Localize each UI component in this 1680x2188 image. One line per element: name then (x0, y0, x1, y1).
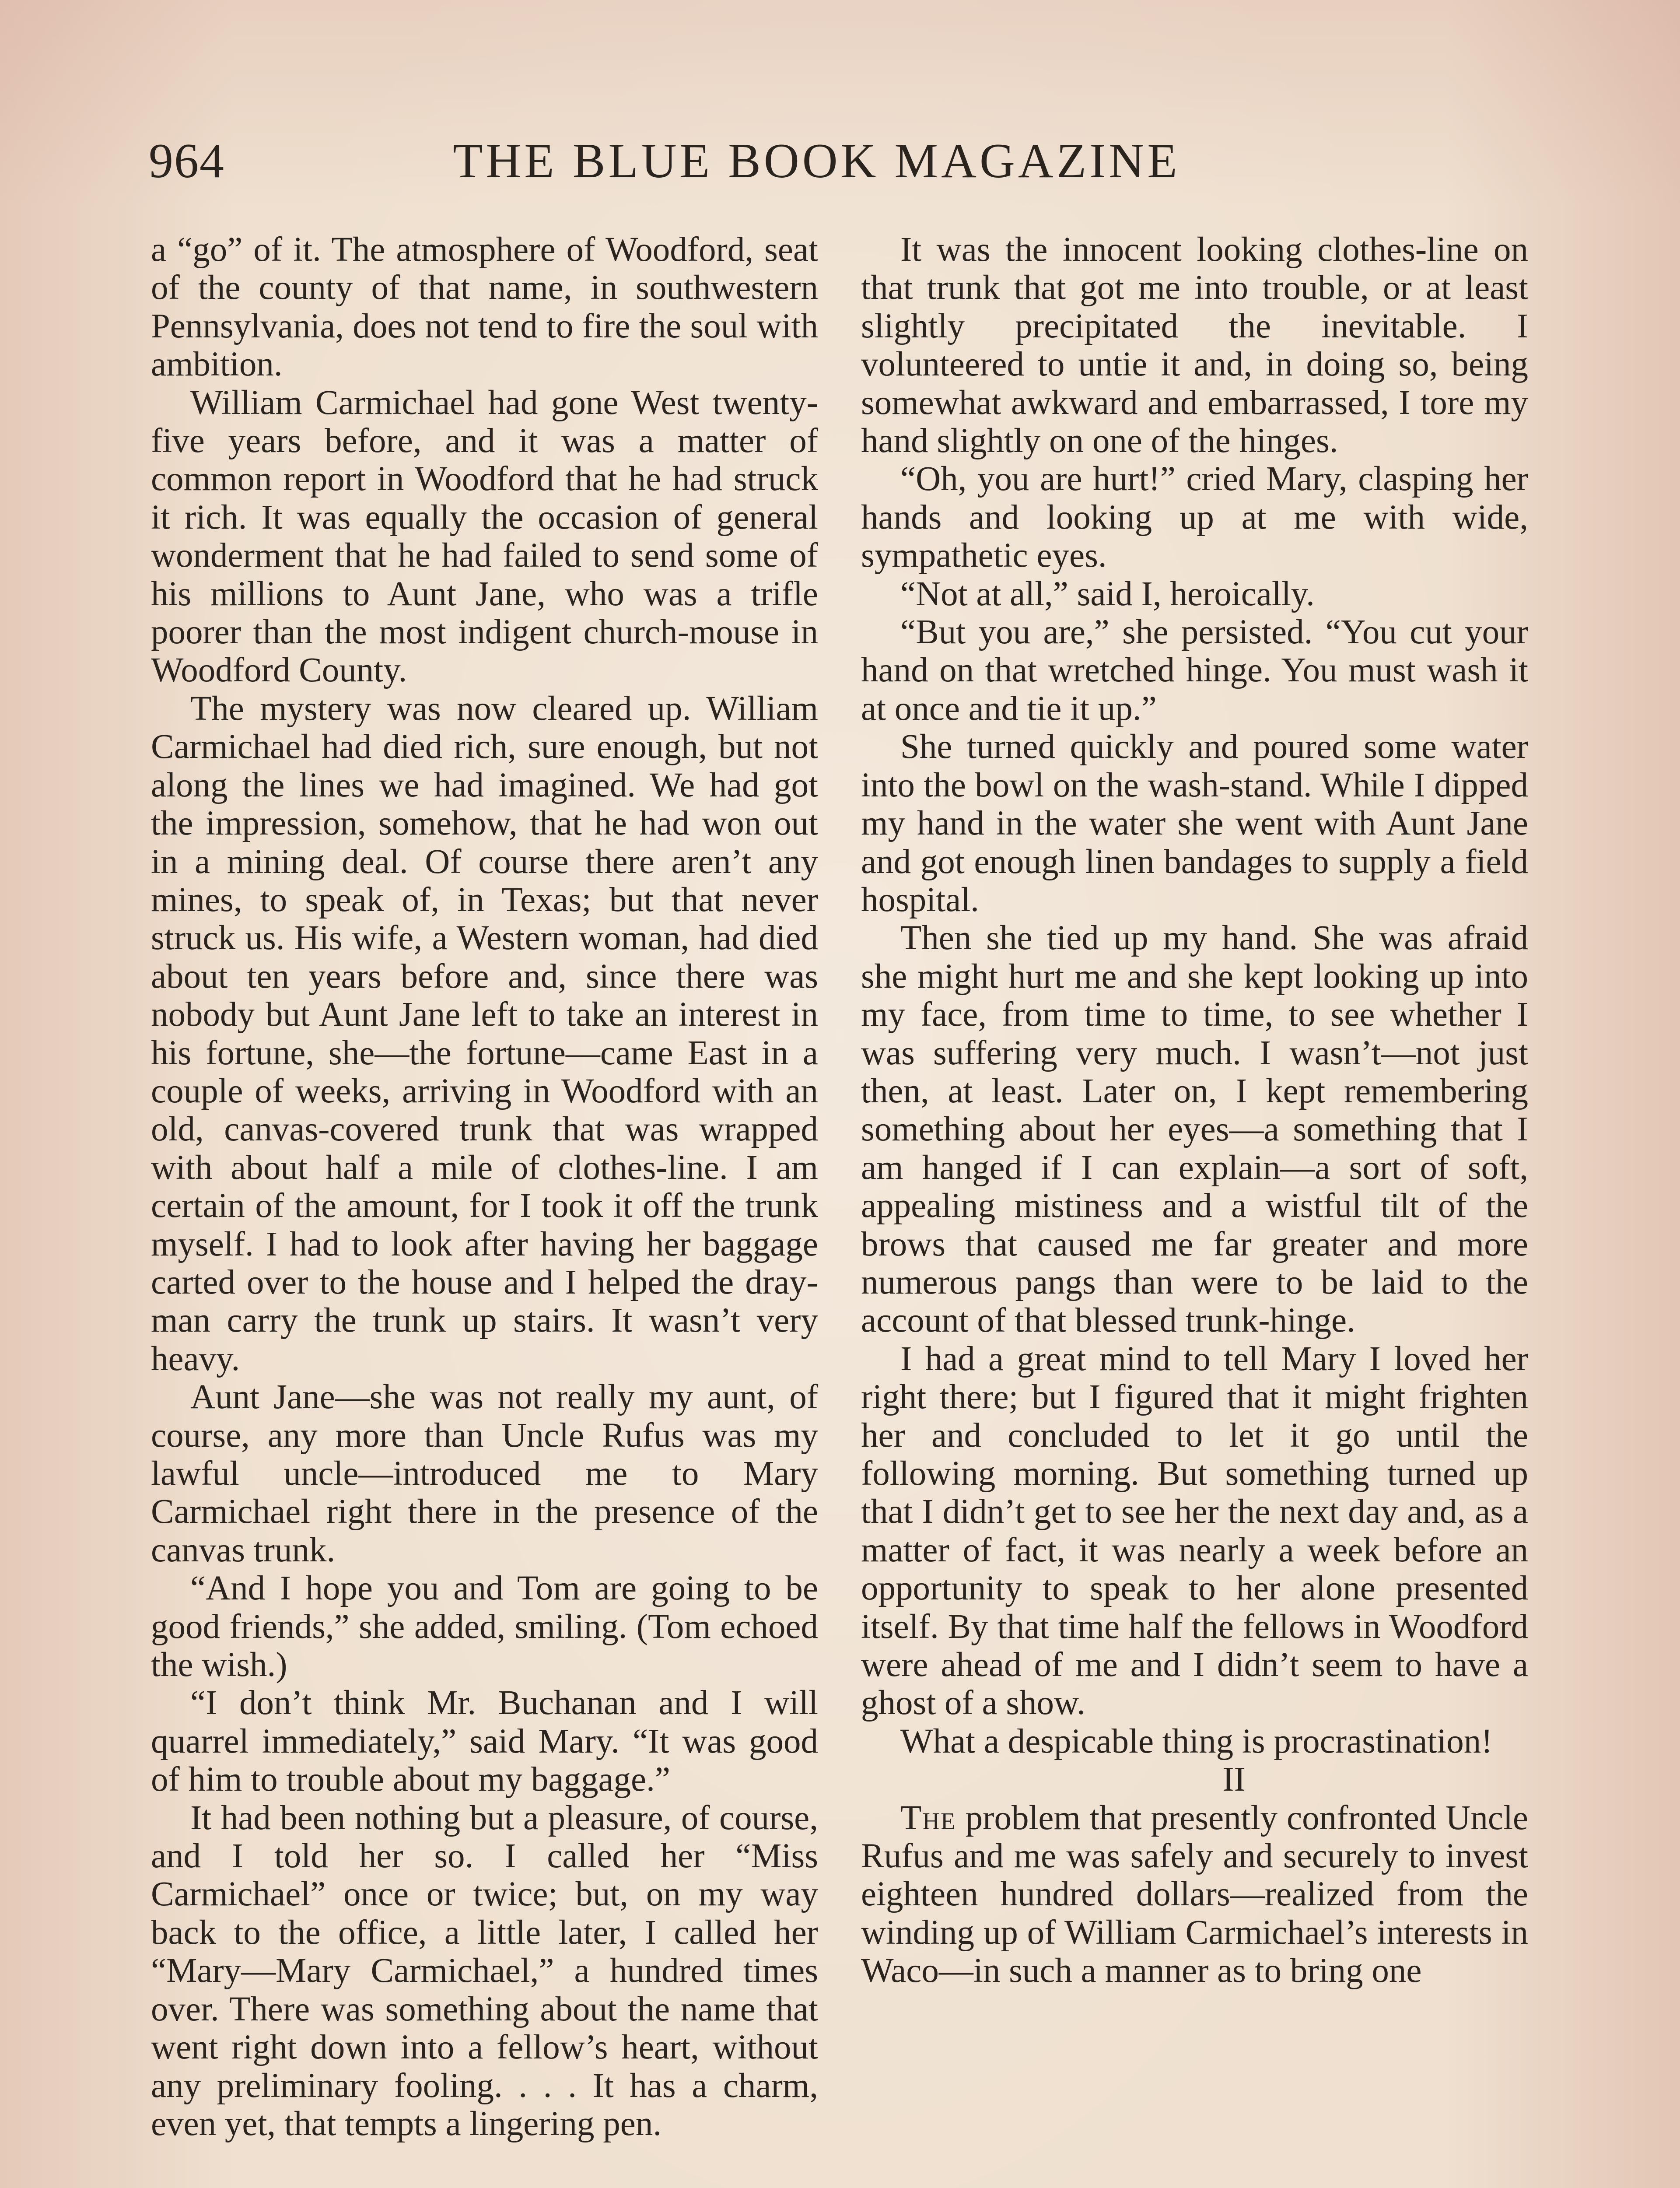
paragraph: “Oh, you are hurt!” cried Mary, clasping her hands and looking up at me with wide, sympathetic eyes. (861, 460, 1528, 575)
left-column (151, 231, 818, 2143)
paragraph: It had been nothing but a pleasure, of course, and I told her so. I called her “Miss Carmichael” once or twice; but, on my way back to the office, a little later, I called her “Mary—Mary Carmichael,” a hundred times over. There was something about the name that went right down into a fellow’s heart, without any preliminary fooling. . . . It has a charm, even yet, that tempts a lingering pen. (151, 1799, 818, 2143)
paragraph: It was the innocent looking clothes-line on that trunk that got me into trouble, or at least slightly precipitated the inevitable. I volunteered to untie it and, in doing so, being somewhat awkward and embarrassed, I tore my hand slightly on one of the hinges. (861, 231, 1528, 460)
paragraph: “I don’t think Mr. Buchanan and I will quarrel immediately,” said Mary. “It was good of him to trouble about my baggage.” (151, 1684, 818, 1799)
page-number: 964 (149, 134, 225, 188)
running-title: THE BLUE BOOK MAGAZINE (453, 134, 1180, 188)
paragraph: a “go” of it. The atmosphere of Woodford, seat of the county of that name, in southwestern Pennsylvania, does not tend to fire the soul with ambition. (151, 231, 818, 384)
section-opening-paragraph (861, 1799, 1528, 1990)
right-column (861, 231, 1528, 1990)
paragraph: “And I hope you and Tom are going to be good friends,” she added, smiling. (Tom echoed the wish.) (151, 1569, 818, 1684)
paragraph: “But you are,” she persisted. “You cut your hand on that wretched hinge. You must wash it at once and tie it up.” (861, 613, 1528, 728)
page-header (131, 130, 1558, 192)
paragraph: “Not at all,” said I, heroically. (900, 575, 1315, 613)
paragraph-text: problem that presently confronted Uncle Rufus and me was safely and securely to invest eighteen hundred dollars—realized from the winding up of William Carmichael’s interests in Waco—in such a manner as to bring one (861, 1799, 1528, 1990)
paragraph: The mystery was now cleared up. William Carmichael had died rich, sure enough, but not along the lines we had imagined. We had got the impression, somehow, that he had won out in a mining deal. Of course there aren’t any mines, to speak of, in Texas; but that never struck us. His wife, a Western woman, had died about ten years before and, since there was nobody but Aunt Jane left to take an interest in his fortune, she—the fortune—came East in a couple of weeks, arriving in Woodford with an old, canvas-covered trunk that was wrapped with about half a mile of clothes-line. I am certain of the amount, for I took it off the trunk myself. I had to look after having her baggage carted over to the house and I helped the dray-man carry the trunk up stairs. It wasn’t very heavy. (151, 689, 818, 1378)
paragraph: What a despicable thing is procrastination! (900, 1722, 1493, 1760)
section-heading: II (1222, 1760, 1246, 1799)
paragraph: I had a great mind to tell Mary I loved her right there; but I figured that it might frighten her and concluded to let it go until the following morning. But something turned up that I didn’t get to see her the next day and, as a matter of fact, it was nearly a week before an opportunity to speak to her alone presented itself. By that time half the fellows in Woodford were ahead of me and I didn’t seem to have a ghost of a show. (861, 1339, 1528, 1722)
paragraph: Aunt Jane—she was not really my aunt, of course, any more than Uncle Rufus was my lawful uncle—introduced me to Mary Carmichael right there in the presence of the canvas trunk. (151, 1378, 818, 1569)
paragraph: William Carmichael had gone West twenty-five years before, and it was a matter of common report in Woodford that he had struck it rich. It was equally the occasion of general wonderment that he had failed to send some of his millions to Aunt Jane, who was a trifle poorer than the most indigent church-mouse in Woodford County. (151, 383, 818, 690)
paragraph: She turned quickly and poured some water into the bowl on the wash-stand. While I dipped my hand in the water she went with Aunt Jane and got enough linen bandages to supply a field hospital. (861, 728, 1528, 919)
lead-word: The (900, 1799, 956, 1837)
paragraph: Then she tied up my hand. She was afraid she might hurt me and she kept looking up into my face, from time to time, to see whether I was suffering very much. I wasn’t—not just then, at least. Later on, I kept remembering something about her eyes—a something that I am hanged if I can explain—a sort of soft, appealing mistiness and a wistful tilt of the brows that caused me far greater and more numerous pangs than were to be laid to the account of that blessed trunk-hinge. (861, 919, 1528, 1340)
